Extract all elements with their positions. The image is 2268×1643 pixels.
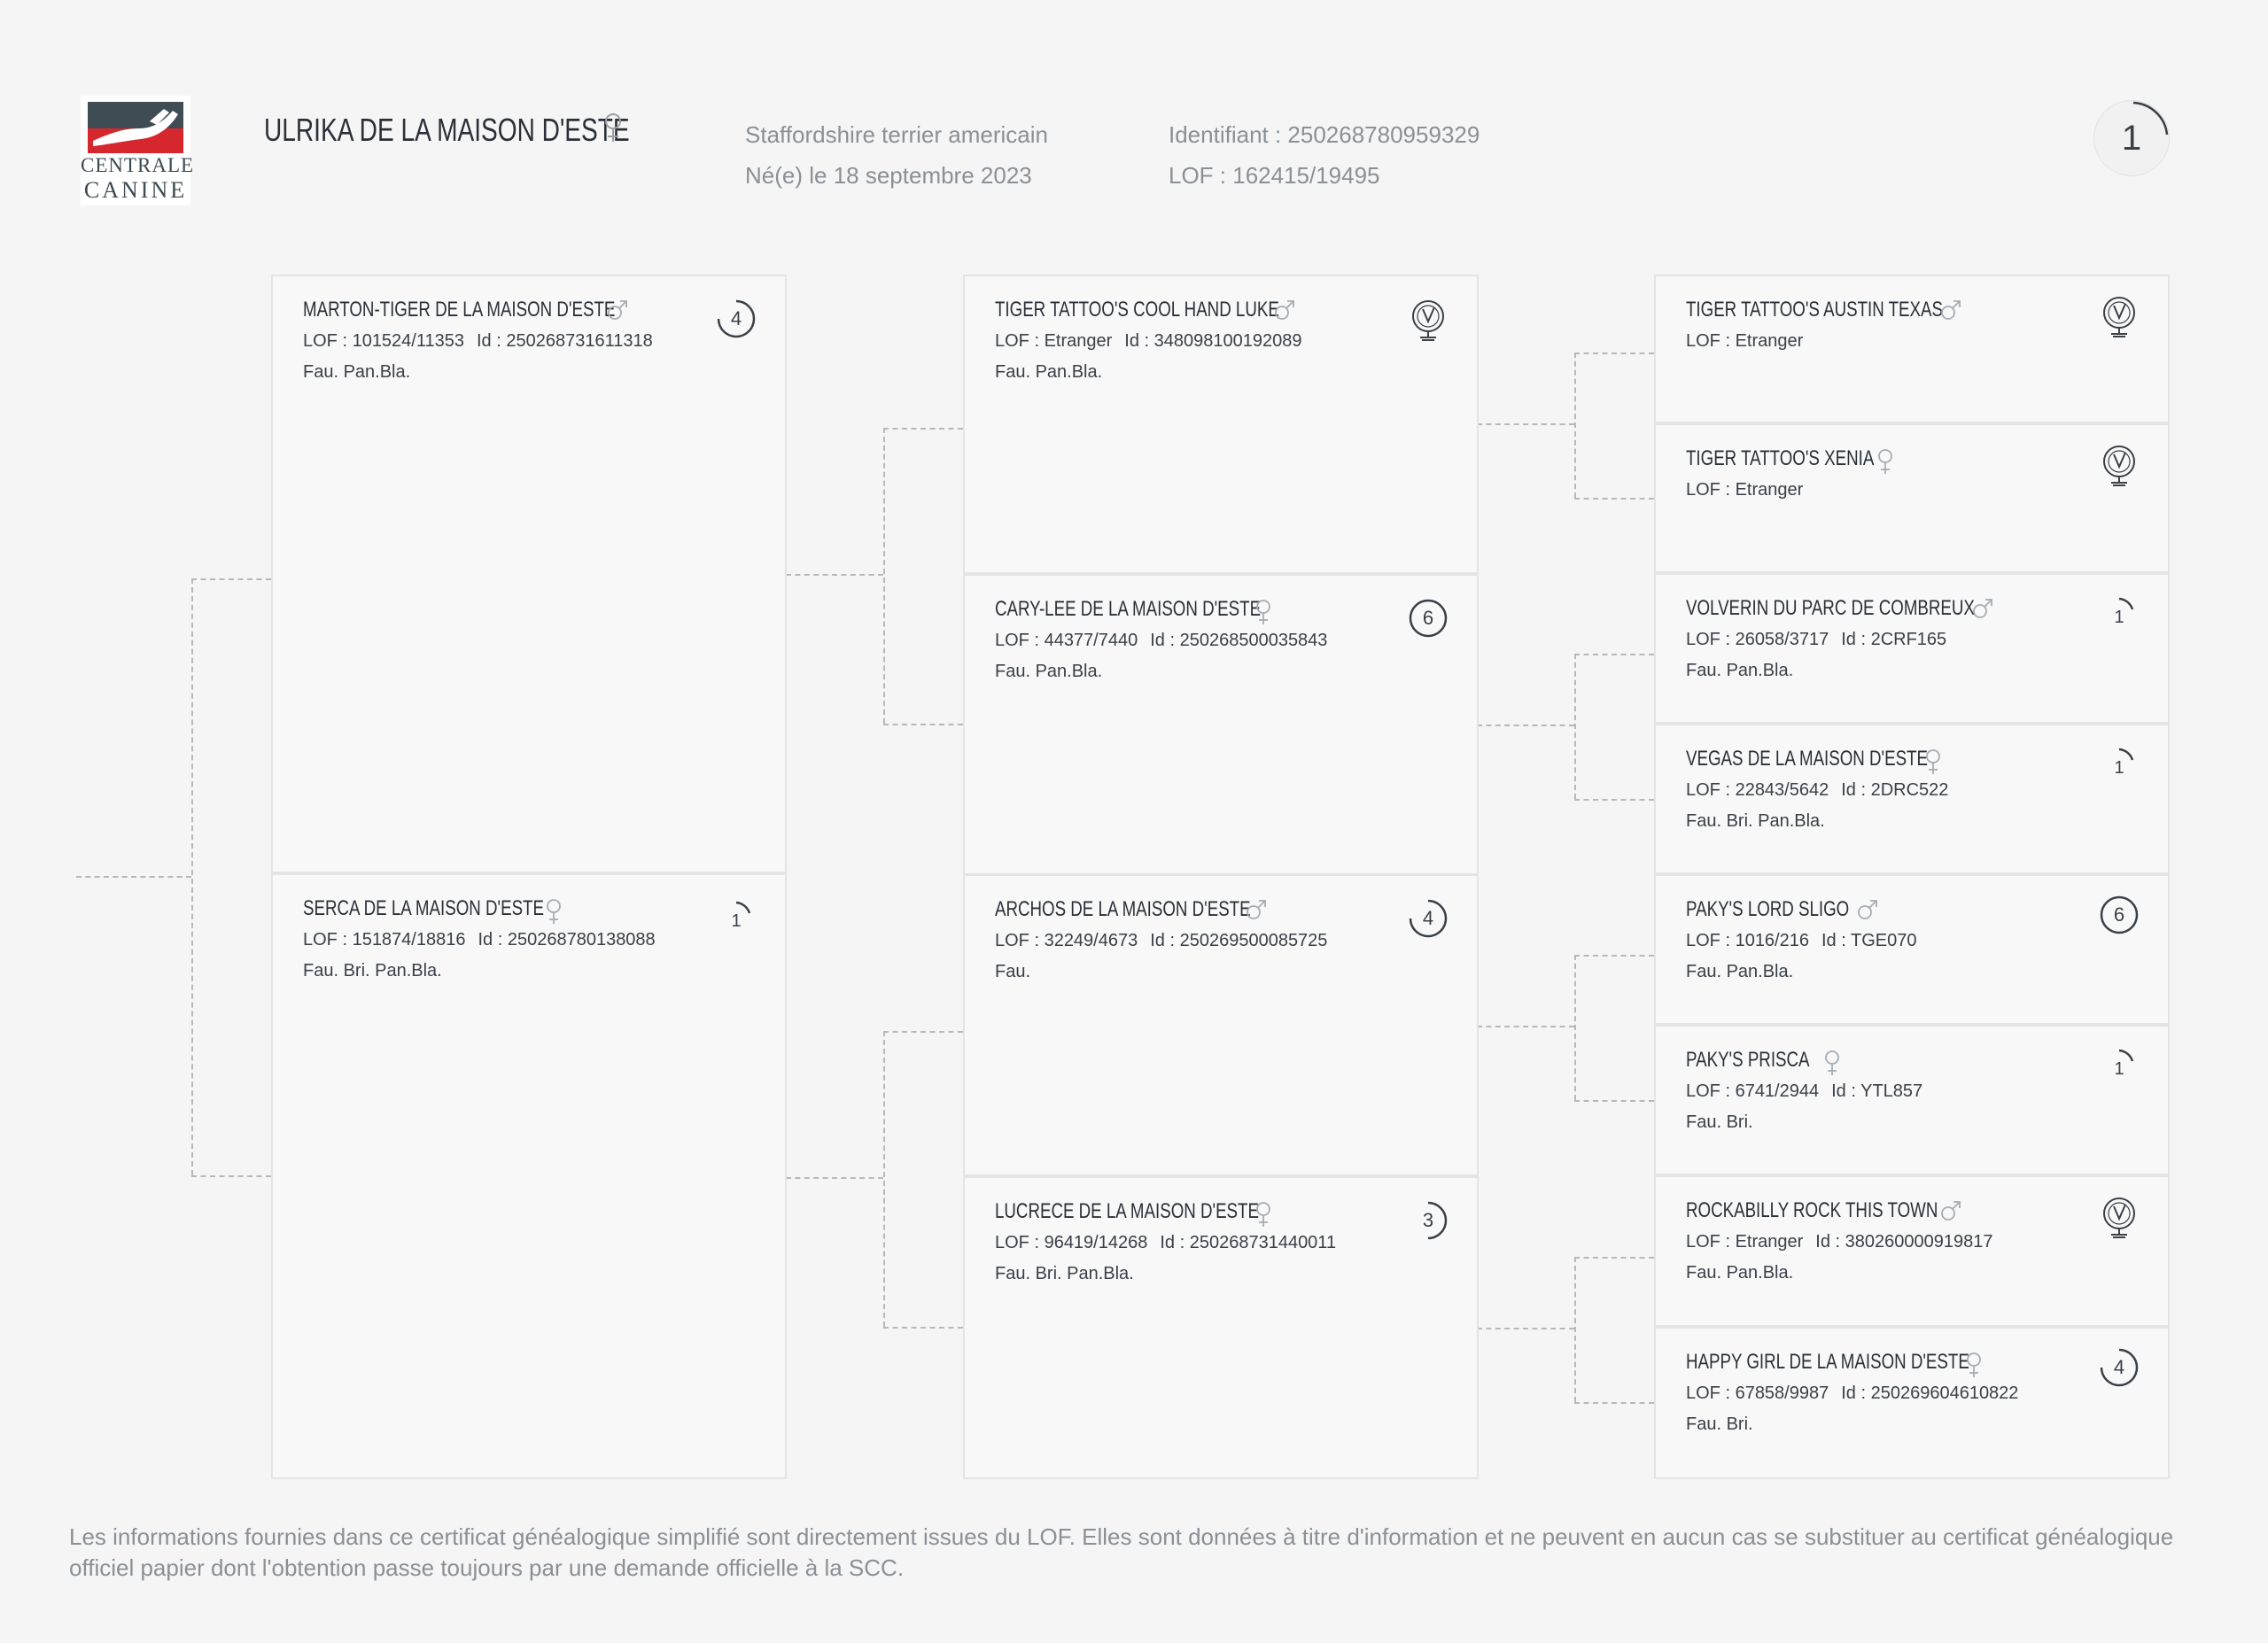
- ancestor-lof: [1686, 1383, 2018, 1404]
- ancestor-card[interactable]: [271, 873, 787, 1479]
- connector: [1574, 799, 1654, 801]
- generation-badge: [716, 897, 757, 938]
- ancestor-colors: Fau. Pan.Bla.: [995, 362, 1103, 382]
- ancestor-name: CARY-LEE DE LA MAISON D'ESTE: [995, 597, 1262, 621]
- female-icon: [1254, 598, 1273, 631]
- connector: [1574, 498, 1654, 500]
- female-icon: [1876, 447, 1895, 480]
- ancestor-lof: [1686, 630, 1946, 650]
- male-icon: [1939, 298, 1962, 326]
- lof-number: LOF : Etranger: [1686, 480, 1804, 500]
- ancestor-lof: [303, 331, 653, 352]
- connector: [191, 578, 271, 580]
- connector: [1574, 1100, 1654, 1102]
- foreign-badge: [2099, 1196, 2140, 1236]
- male-icon: [1939, 1199, 1962, 1227]
- generation-number: 4: [2113, 1356, 2125, 1378]
- id-number: Id : 380260000919817: [1815, 1232, 1993, 1252]
- ancestor-lof: [303, 930, 656, 950]
- female-icon: [1254, 1200, 1273, 1233]
- ancestor-card[interactable]: [963, 874, 1479, 1176]
- birth-date: Né(e) le 18 septembre 2023: [745, 162, 1032, 189]
- ancestor-lof: [1686, 780, 1948, 801]
- male-icon: [1273, 298, 1296, 326]
- female-icon: [1964, 1351, 1984, 1383]
- generation-number: 1: [2114, 1059, 2124, 1079]
- lof-number: LOF : Etranger: [1686, 1232, 1804, 1252]
- id-number: Id : 250268731440011: [1160, 1233, 1337, 1252]
- lof-number: LOF : Etranger: [995, 331, 1113, 351]
- generation-number: 3: [1422, 1209, 1434, 1231]
- connector: [883, 428, 963, 430]
- ancestor-colors: Fau. Bri.: [1686, 1112, 1753, 1132]
- lof-number: LOF : 22843/5642: [1686, 780, 1829, 800]
- ancestor-colors: Fau.: [995, 962, 1031, 981]
- generation-badge: [1408, 598, 1449, 639]
- connector: [883, 724, 963, 725]
- ancestor-name: PAKY'S PRISCA: [1686, 1048, 1810, 1072]
- lof-number: LOF : 96419/14268: [995, 1233, 1148, 1252]
- ancestor-name: ARCHOS DE LA MAISON D'ESTE: [995, 897, 1251, 921]
- lof-number: LOF : 44377/7440: [995, 631, 1138, 650]
- ancestor-card[interactable]: [963, 275, 1479, 574]
- male-icon: [1245, 898, 1268, 926]
- ancestor-lof: [995, 1233, 1336, 1253]
- ancestor-card[interactable]: [1654, 724, 2170, 874]
- ancestor-card[interactable]: [1654, 1175, 2170, 1327]
- ancestor-name: LUCRECE DE LA MAISON D'ESTE: [995, 1199, 1259, 1223]
- connector: [883, 428, 885, 724]
- ancestor-name: TIGER TATTOO'S AUSTIN TEXAS: [1686, 298, 1943, 322]
- ancestor-lof: [1686, 480, 1803, 500]
- generation-number: 4: [1422, 907, 1434, 929]
- female-icon: [544, 897, 563, 930]
- ancestor-colors: Fau. Pan.Bla.: [303, 362, 411, 382]
- ancestor-colors: Fau. Bri. Pan.Bla.: [995, 1264, 1134, 1283]
- ancestor-card[interactable]: [1654, 1025, 2170, 1175]
- connector: [1477, 423, 1574, 425]
- dog-name: ULRIKA DE LA MAISON D'ESTE: [264, 112, 630, 148]
- logo-line2: CANINE: [83, 177, 188, 203]
- breed: Staffordshire terrier americain: [745, 121, 1048, 148]
- connector: [1477, 1328, 1574, 1329]
- connector: [191, 578, 193, 1175]
- generation-number: 1: [2114, 608, 2124, 627]
- male-icon: [1856, 898, 1879, 926]
- centrale-canine-logo: [81, 96, 195, 205]
- ancestor-name: MARTON-TIGER DE LA MAISON D'ESTE: [303, 298, 616, 322]
- id-number: Id : 250268780138088: [478, 930, 656, 949]
- generation-badge: [2099, 895, 2140, 935]
- ancestor-name: TIGER TATTOO'S XENIA: [1686, 446, 1875, 470]
- id-number: Id : 348098100192089: [1124, 331, 1302, 351]
- ancestor-card[interactable]: [963, 574, 1479, 875]
- ancestor-colors: Fau. Pan.Bla.: [995, 662, 1103, 681]
- connector: [191, 1175, 271, 1177]
- ancestor-colors: Fau. Bri. Pan.Bla.: [1686, 811, 1825, 831]
- foreign-badge: [1408, 298, 1449, 339]
- ancestor-lof: [1686, 331, 1803, 352]
- id-number: Id : 2DRC522: [1841, 780, 1949, 800]
- ancestor-card[interactable]: [1654, 275, 2170, 423]
- generation-badge: [2099, 1347, 2140, 1388]
- ancestor-lof: [995, 931, 1327, 951]
- connector: [786, 574, 883, 576]
- ancestor-card[interactable]: [1654, 573, 2170, 724]
- ancestor-name: VEGAS DE LA MAISON D'ESTE: [1686, 747, 1929, 771]
- generation-badge: [2099, 1045, 2140, 1086]
- ancestor-colors: Fau. Bri. Pan.Bla.: [303, 961, 442, 980]
- lof-number: LOF : 6741/2944: [1686, 1081, 1820, 1101]
- lof-number: LOF : 32249/4673: [995, 931, 1138, 950]
- globe-icon: [2099, 1196, 2140, 1240]
- female-icon: [602, 112, 624, 148]
- lof-number: LOF : 101524/11353: [303, 331, 464, 351]
- connector: [1574, 353, 1576, 498]
- ancestor-name: TIGER TATTOO'S COOL HAND LUKE: [995, 298, 1279, 322]
- connector: [786, 1177, 883, 1179]
- ancestor-name: ROCKABILLY ROCK THIS TOWN: [1686, 1198, 1938, 1222]
- globe-icon: [2099, 295, 2140, 339]
- id-number: Id : 2CRF165: [1841, 630, 1947, 649]
- ancestor-lof: [1686, 931, 1916, 951]
- ancestor-lof: [1686, 1232, 1992, 1252]
- connector: [1574, 654, 1576, 799]
- lof-number: LOF : 151874/18816: [303, 930, 466, 949]
- lof-number: LOF : 1016/216: [1686, 931, 1809, 950]
- page-number-badge: [2093, 100, 2170, 176]
- connector: [883, 1031, 963, 1033]
- generation-badge: [1408, 1200, 1449, 1241]
- lof-number: LOF : 26058/3717: [1686, 630, 1829, 649]
- generation-number: 1: [731, 911, 742, 931]
- connector: [1477, 1026, 1574, 1027]
- connector: [1574, 1402, 1654, 1404]
- connector: [1477, 725, 1574, 726]
- disclaimer: Les informations fournies dans ce certificat généalogique simplifié sont directement issues du LOF. Elles sont données à titre d'information et ne peuvent en aucun cas se substituer au certificat généalogique officiel papier dont l'obtention passe toujours par une demande officielle à la SCC.: [69, 1523, 2174, 1581]
- connector: [883, 1031, 885, 1327]
- generation-badge: [2099, 744, 2140, 785]
- ancestor-card[interactable]: [271, 275, 787, 873]
- ancestor-lof: [995, 631, 1327, 651]
- connector: [1574, 955, 1576, 1100]
- generation-number: 6: [1422, 607, 1434, 629]
- generation-number: 4: [730, 307, 742, 329]
- generation-badge: [1408, 898, 1449, 939]
- id-number: Id : 250269500085725: [1150, 931, 1328, 950]
- ancestor-name: VOLVERIN DU PARC DE COMBREUX: [1686, 596, 1975, 620]
- generation-badge: [716, 298, 757, 339]
- id-number: Id : TGE070: [1821, 931, 1917, 950]
- connector: [1574, 1257, 1654, 1259]
- ancestor-card[interactable]: [963, 1176, 1479, 1479]
- logo-line1: CENTRALE: [81, 154, 195, 176]
- ancestor-card[interactable]: [1654, 1327, 2170, 1479]
- ancestor-colors: Fau. Pan.Bla.: [1686, 962, 1794, 981]
- lof-number: LOF : 162415/19495: [1169, 162, 1380, 189]
- globe-icon: [2099, 444, 2140, 488]
- ancestor-colors: Fau. Pan.Bla.: [1686, 661, 1794, 680]
- ancestor-colors: Fau. Bri.: [1686, 1414, 1753, 1434]
- connector: [1574, 654, 1654, 655]
- connector: [1574, 955, 1654, 957]
- id-number: Id : 250269604610822: [1841, 1383, 2019, 1403]
- connector: [76, 876, 191, 878]
- ancestor-name: HAPPY GIRL DE LA MAISON D'ESTE: [1686, 1350, 1969, 1374]
- logo-dog-icon: [88, 102, 183, 153]
- id-number: Id : YTL857: [1831, 1081, 1923, 1101]
- ancestor-card[interactable]: [1654, 874, 2170, 1025]
- connector: [1574, 1257, 1576, 1402]
- female-icon: [1822, 1049, 1842, 1081]
- page-number: 1: [2121, 119, 2142, 158]
- generation-number: 1: [2114, 758, 2124, 778]
- ancestor-lof: [995, 331, 1301, 352]
- globe-icon: [1408, 298, 1449, 343]
- female-icon: [1923, 748, 1943, 780]
- connector: [883, 1327, 963, 1329]
- lof-number: LOF : Etranger: [1686, 331, 1804, 351]
- lof-number: LOF : 67858/9987: [1686, 1383, 1829, 1403]
- male-icon: [606, 298, 629, 326]
- ancestor-name: SERCA DE LA MAISON D'ESTE: [303, 896, 544, 920]
- connector: [1574, 353, 1654, 354]
- male-icon: [1971, 597, 1994, 624]
- ancestor-card[interactable]: [1654, 423, 2170, 573]
- identifiant: Identifiant : 250268780959329: [1169, 121, 1480, 148]
- ancestor-colors: Fau. Pan.Bla.: [1686, 1263, 1794, 1283]
- foreign-badge: [2099, 295, 2140, 336]
- id-number: Id : 250268500035843: [1150, 631, 1328, 650]
- generation-number: 6: [2113, 903, 2125, 926]
- id-number: Id : 250268731611318: [477, 331, 653, 351]
- ancestor-lof: [1686, 1081, 1922, 1102]
- foreign-badge: [2099, 444, 2140, 484]
- generation-badge: [2099, 593, 2140, 634]
- ancestor-name: PAKY'S LORD SLIGO: [1686, 897, 1850, 921]
